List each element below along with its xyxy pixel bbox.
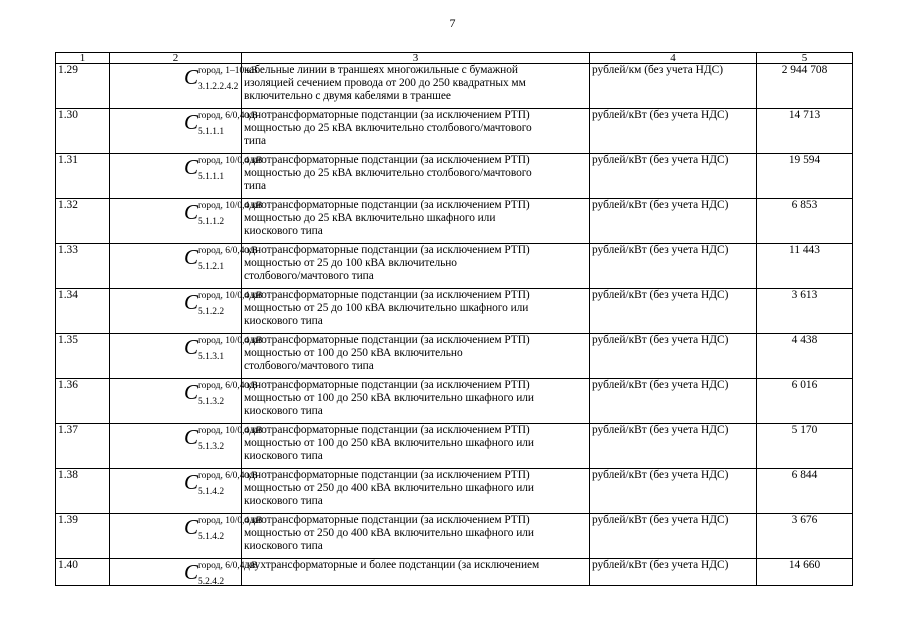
tariff-table — [55, 52, 853, 586]
rate-symbol: C — [184, 290, 199, 314]
item-description — [242, 289, 590, 334]
unit-of-measure: рублей/кВт (без учета НДС) — [590, 379, 757, 424]
unit-of-measure: рублей/кВт (без учета НДС) — [590, 514, 757, 559]
unit-of-measure: рублей/кВт (без учета НДС) — [590, 154, 757, 199]
rate-code-superscript: город, 6/0,4 кВ — [198, 246, 258, 256]
item-description — [242, 244, 590, 289]
rate-symbol: C — [184, 560, 199, 584]
rate-symbol: C — [184, 155, 199, 179]
table-row — [56, 334, 853, 379]
item-number: 1.33 — [56, 244, 110, 289]
description-line: типа — [244, 135, 267, 147]
rate-code-subscript: 5.1.3.2 — [198, 442, 225, 452]
table-row — [56, 559, 853, 586]
table-header-row — [56, 53, 853, 64]
page-number: 7 — [449, 16, 456, 30]
description-line: однотрансформаторные подстанции (за исключением РТП) — [244, 379, 530, 391]
rate-value: 14 713 — [757, 109, 853, 154]
table-row — [56, 64, 853, 109]
rate-value: 4 438 — [757, 334, 853, 379]
item-number: 1.36 — [56, 379, 110, 424]
description-line: мощностью от 250 до 400 кВА включительно шкафного или — [244, 482, 534, 494]
rate-value: 3 676 — [757, 514, 853, 559]
item-description — [242, 109, 590, 154]
description-line: киоскового типа — [244, 405, 323, 417]
rate-code-subscript: 5.1.4.2 — [198, 532, 225, 542]
table-row — [56, 514, 853, 559]
item-description — [242, 514, 590, 559]
rate-code-superscript: город, 10/0,4 кВ — [198, 336, 263, 346]
item-number: 1.34 — [56, 289, 110, 334]
rate-code-subscript: 5.1.4.2 — [198, 487, 225, 497]
rate-code-superscript: город, 6/0,4 кВ — [198, 561, 258, 571]
description-line: мощностью от 25 до 100 кВА включительно шкафного или — [244, 302, 529, 314]
description-line: мощностью до 25 кВА включительно столбового/мачтового — [244, 167, 532, 179]
rate-code-subscript: 5.1.1.2 — [198, 217, 225, 227]
item-description — [242, 199, 590, 244]
description-line: киоскового типа — [244, 450, 323, 462]
unit-of-measure: рублей/кВт (без учета НДС) — [590, 334, 757, 379]
unit-of-measure: рублей/кВт (без учета НДС) — [590, 424, 757, 469]
rate-code-superscript: город, 10/0,4 кВ — [198, 291, 263, 301]
description-line: мощностью от 100 до 250 кВА включительно шкафного или — [244, 437, 534, 449]
unit-of-measure: рублей/кВт (без учета НДС) — [590, 199, 757, 244]
item-number: 1.32 — [56, 199, 110, 244]
table-row — [56, 244, 853, 289]
description-line: мощностью от 100 до 250 кВА включительно — [244, 347, 463, 359]
unit-of-measure: рублей/км (без учета НДС) — [590, 64, 757, 109]
item-description — [242, 334, 590, 379]
table-row — [56, 379, 853, 424]
rate-value: 6 016 — [757, 379, 853, 424]
description-line: мощностью до 25 кВА включительно столбового/мачтового — [244, 122, 532, 134]
item-number: 1.31 — [56, 154, 110, 199]
rate-symbol: C — [184, 380, 199, 404]
table-row — [56, 199, 853, 244]
rate-code — [110, 199, 263, 244]
rate-code-superscript: город, 10/0,4 кВ — [198, 426, 263, 436]
item-description — [242, 424, 590, 469]
rate-value: 2 944 708 — [757, 64, 853, 109]
description-line: однотрансформаторные подстанции (за исключением РТП) — [244, 109, 530, 121]
rate-value: 11 443 — [757, 244, 853, 289]
rate-symbol: C — [184, 470, 199, 494]
description-line: однотрансформаторные подстанции (за исключением РТП) — [244, 469, 530, 481]
rate-code-superscript: город, 10/0,4 кВ — [198, 156, 263, 166]
table-row — [56, 424, 853, 469]
unit-of-measure: рублей/кВт (без учета НДС) — [590, 289, 757, 334]
rate-code — [110, 559, 258, 587]
column-header: 3 — [242, 53, 590, 64]
item-number: 1.29 — [56, 64, 110, 109]
description-line: кабельные линии в траншеях многожильные с бумажной — [244, 64, 518, 76]
description-line: столбового/мачтового типа — [244, 270, 374, 282]
description-line: мощностью от 100 до 250 кВА включительно шкафного или — [244, 392, 534, 404]
rate-code-superscript: город, 10/0,4 кВ — [198, 516, 263, 526]
rate-symbol: C — [184, 65, 199, 89]
rate-symbol: C — [184, 200, 199, 224]
rate-symbol: C — [184, 245, 199, 269]
rate-code-subscript: 5.1.3.1 — [198, 352, 225, 362]
unit-of-measure: рублей/кВт (без учета НДС) — [590, 244, 757, 289]
rate-code-superscript: город, 10/0,4 кВ — [198, 201, 263, 211]
description-line: однотрансформаторные подстанции (за исключением РТП) — [244, 424, 530, 436]
description-line: киоскового типа — [244, 225, 323, 237]
item-number: 1.30 — [56, 109, 110, 154]
item-description — [242, 469, 590, 514]
item-number: 1.35 — [56, 334, 110, 379]
rate-code-subscript: 3.1.2.2.4.2 — [198, 82, 239, 92]
rate-code — [110, 424, 263, 469]
column-header: 4 — [590, 53, 757, 64]
rate-code-superscript: город, 1–10 кВ — [198, 66, 258, 76]
description-line: киоскового типа — [244, 315, 323, 327]
description-line: киоскового типа — [244, 495, 323, 507]
rate-code — [110, 334, 263, 379]
item-number: 1.39 — [56, 514, 110, 559]
rate-code-subscript: 5.1.1.1 — [198, 172, 225, 182]
table-row — [56, 469, 853, 514]
table-row — [56, 154, 853, 199]
rate-code — [110, 469, 258, 514]
rate-value: 6 853 — [757, 199, 853, 244]
rate-code — [110, 289, 263, 334]
description-line: однотрансформаторные подстанции (за исключением РТП) — [244, 154, 530, 166]
rate-value: 19 594 — [757, 154, 853, 199]
description-line: однотрансформаторные подстанции (за исключением РТП) — [244, 244, 530, 256]
rate-code-subscript: 5.1.2.1 — [198, 262, 225, 272]
unit-of-measure: рублей/кВт (без учета НДС) — [590, 559, 757, 586]
rate-value: 14 660 — [757, 559, 853, 586]
rate-symbol: C — [184, 425, 199, 449]
item-description — [242, 154, 590, 199]
item-number: 1.38 — [56, 469, 110, 514]
description-line: двухтрансформаторные и более подстанции (за исключением — [244, 559, 540, 571]
rate-value: 5 170 — [757, 424, 853, 469]
column-header: 1 — [56, 53, 110, 64]
rate-code — [110, 379, 258, 424]
item-number: 1.37 — [56, 424, 110, 469]
description-line: однотрансформаторные подстанции (за исключением РТП) — [244, 514, 530, 526]
rate-symbol: C — [184, 335, 199, 359]
rate-code-superscript: город, 6/0,4 кВ — [198, 471, 258, 481]
item-description — [242, 379, 590, 424]
description-line: изоляцией сечением провода от 200 до 250 квадратных мм — [244, 77, 526, 89]
rate-code-subscript: 5.1.1.1 — [198, 127, 225, 137]
item-number: 1.40 — [56, 559, 110, 586]
description-line: столбового/мачтового типа — [244, 360, 374, 372]
description-line: типа — [244, 180, 267, 192]
unit-of-measure: рублей/кВт (без учета НДС) — [590, 469, 757, 514]
rate-code-superscript: город, 6/0,4 кВ — [198, 381, 258, 391]
rate-symbol: C — [184, 515, 199, 539]
column-header: 5 — [757, 53, 853, 64]
description-line: киоскового типа — [244, 540, 323, 552]
rate-code — [110, 244, 258, 289]
rate-code — [110, 514, 263, 559]
description-line: однотрансформаторные подстанции (за исключением РТП) — [244, 199, 530, 211]
rate-value: 3 613 — [757, 289, 853, 334]
rate-code-subscript: 5.2.4.2 — [198, 577, 225, 587]
description-line: включительно с двумя кабелями в траншее — [244, 90, 451, 102]
item-description — [242, 64, 590, 109]
rate-symbol: C — [184, 110, 199, 134]
description-line: однотрансформаторные подстанции (за исключением РТП) — [244, 334, 530, 346]
rate-code-subscript: 5.1.2.2 — [198, 307, 225, 317]
description-line: мощностью от 25 до 100 кВА включительно — [244, 257, 457, 269]
rate-code-superscript: город, 6/0,4 кВ — [198, 111, 258, 121]
unit-of-measure: рублей/кВт (без учета НДС) — [590, 109, 757, 154]
column-header: 2 — [110, 53, 242, 64]
item-description — [242, 559, 590, 586]
table-row — [56, 109, 853, 154]
rate-code-subscript: 5.1.3.2 — [198, 397, 225, 407]
description-line: однотрансформаторные подстанции (за исключением РТП) — [244, 289, 530, 301]
rate-code — [110, 64, 258, 109]
description-line: мощностью до 25 кВА включительно шкафного или — [244, 212, 496, 224]
rate-value: 6 844 — [757, 469, 853, 514]
description-line: мощностью от 250 до 400 кВА включительно шкафного или — [244, 527, 534, 539]
table-row — [56, 289, 853, 334]
